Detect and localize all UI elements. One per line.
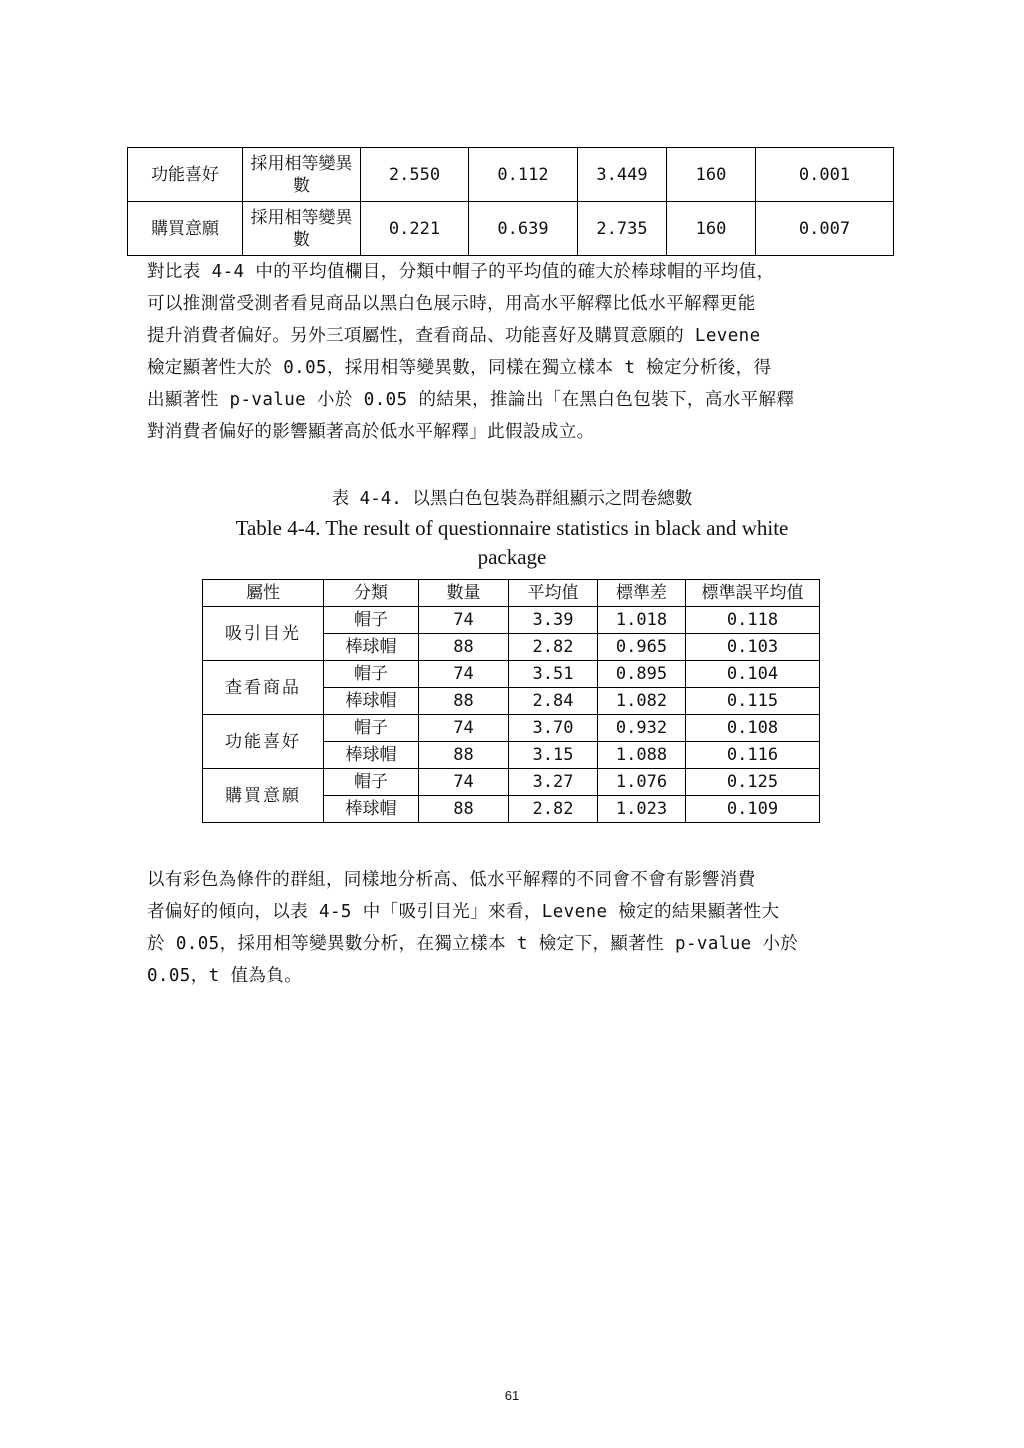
se-cell: 0.104 [686,661,820,688]
text-line: 可以推測當受測者看見商品以黑白色展示時，用高水平解釋比低水平解釋更能 [147,294,756,314]
sd-cell: 1.088 [598,742,686,769]
sd-cell: 0.965 [598,634,686,661]
se-cell: 0.118 [686,607,820,634]
category-cell: 棒球帽 [324,634,419,661]
table-caption-en: Table 4-4. The result of questionnaire statistics in black and white [235,516,789,540]
category-cell: 帽子 [324,769,419,796]
mean-cell: 3.39 [509,607,598,634]
mean-cell: 3.70 [509,715,598,742]
category-cell: 帽子 [324,661,419,688]
value-cell: 0.639 [469,202,578,256]
text-line: 0.05，t 值為負。 [147,966,303,986]
mean-cell: 2.82 [509,796,598,823]
sd-cell: 0.932 [598,715,686,742]
count-cell: 88 [419,688,509,715]
category-cell: 帽子 [324,715,419,742]
method-cell: 採用相等變異數 [243,202,361,256]
count-cell: 74 [419,661,509,688]
category-cell: 棒球帽 [324,742,419,769]
t-test-results-table [127,147,894,256]
value-cell: 2.550 [361,148,469,202]
method-cell: 採用相等變異數 [243,148,361,202]
page-number: 61 [504,1388,520,1403]
count-cell: 74 [419,607,509,634]
value-cell: 3.449 [578,148,667,202]
mean-cell: 3.27 [509,769,598,796]
category-cell: 棒球帽 [324,688,419,715]
value-cell: 160 [667,202,756,256]
mean-cell: 3.51 [509,661,598,688]
value-cell: 0.001 [756,148,894,202]
column-header: 平均值 [509,580,598,607]
column-header: 標準差 [598,580,686,607]
text-line: 檢定顯著性大於 0.05，採用相等變異數，同樣在獨立樣本 t 檢定分析後，得 [147,358,772,378]
text-line: 者偏好的傾向，以表 4-5 中「吸引目光」來看，Levene 檢定的結果顯著性大 [147,902,780,922]
value-cell: 2.735 [578,202,667,256]
attribute-cell: 吸引目光 [203,607,324,661]
se-cell: 0.115 [686,688,820,715]
table-caption-en-continued: package [477,545,547,569]
text-line: 對消費者偏好的影響顯著高於低水平解釋」此假設成立。 [147,422,595,442]
se-cell: 0.116 [686,742,820,769]
attribute-cell: 功能喜好 [203,715,324,769]
value-cell: 0.221 [361,202,469,256]
text-line: 出顯著性 p-value 小於 0.05 的結果，推論出「在黑白色包裝下，高水平解釋 [147,390,795,410]
count-cell: 74 [419,769,509,796]
column-header: 屬性 [203,580,324,607]
value-cell: 160 [667,148,756,202]
se-cell: 0.108 [686,715,820,742]
attribute-cell: 功能喜好 [128,148,243,202]
mean-cell: 3.15 [509,742,598,769]
mean-cell: 2.84 [509,688,598,715]
mean-cell: 2.82 [509,634,598,661]
paragraph-color-group [147,864,887,992]
sd-cell: 1.023 [598,796,686,823]
se-cell: 0.125 [686,769,820,796]
table-row [203,769,820,796]
sd-cell: 1.018 [598,607,686,634]
table-row [203,715,820,742]
table-row [203,661,820,688]
count-cell: 88 [419,796,509,823]
count-cell: 88 [419,742,509,769]
table-row [128,202,894,256]
count-cell: 88 [419,634,509,661]
se-cell: 0.103 [686,634,820,661]
value-cell: 0.112 [469,148,578,202]
text-line: 於 0.05，採用相等變異數分析，在獨立樣本 t 檢定下，顯著性 p-value 小於 [147,934,799,954]
category-cell: 棒球帽 [324,796,419,823]
text-line: 以有彩色為條件的群組，同樣地分析高、低水平解釋的不同會不會有影響消費 [147,870,756,890]
table-header-row [203,580,820,607]
count-cell: 74 [419,715,509,742]
value-cell: 0.007 [756,202,894,256]
table-row [128,148,894,202]
table-row [203,607,820,634]
text-line: 提升消費者偏好。另外三項屬性，查看商品、功能喜好及購買意願的 Levene [147,326,761,346]
column-header: 標準誤平均值 [686,580,820,607]
text-line: 對比表 4-4 中的平均值欄目，分類中帽子的平均值的確大於棒球帽的平均值， [147,262,775,282]
attribute-cell: 購買意願 [128,202,243,256]
paragraph-analysis [147,256,887,448]
attribute-cell: 查看商品 [203,661,324,715]
attribute-cell: 購買意願 [203,769,324,823]
sd-cell: 0.895 [598,661,686,688]
table-caption-zh: 表 4-4. 以黑白色包裝為群組顯示之問卷總數 [331,489,693,509]
se-cell: 0.109 [686,796,820,823]
category-cell: 帽子 [324,607,419,634]
column-header: 分類 [324,580,419,607]
questionnaire-stats-table [202,579,820,823]
sd-cell: 1.082 [598,688,686,715]
sd-cell: 1.076 [598,769,686,796]
column-header: 數量 [419,580,509,607]
